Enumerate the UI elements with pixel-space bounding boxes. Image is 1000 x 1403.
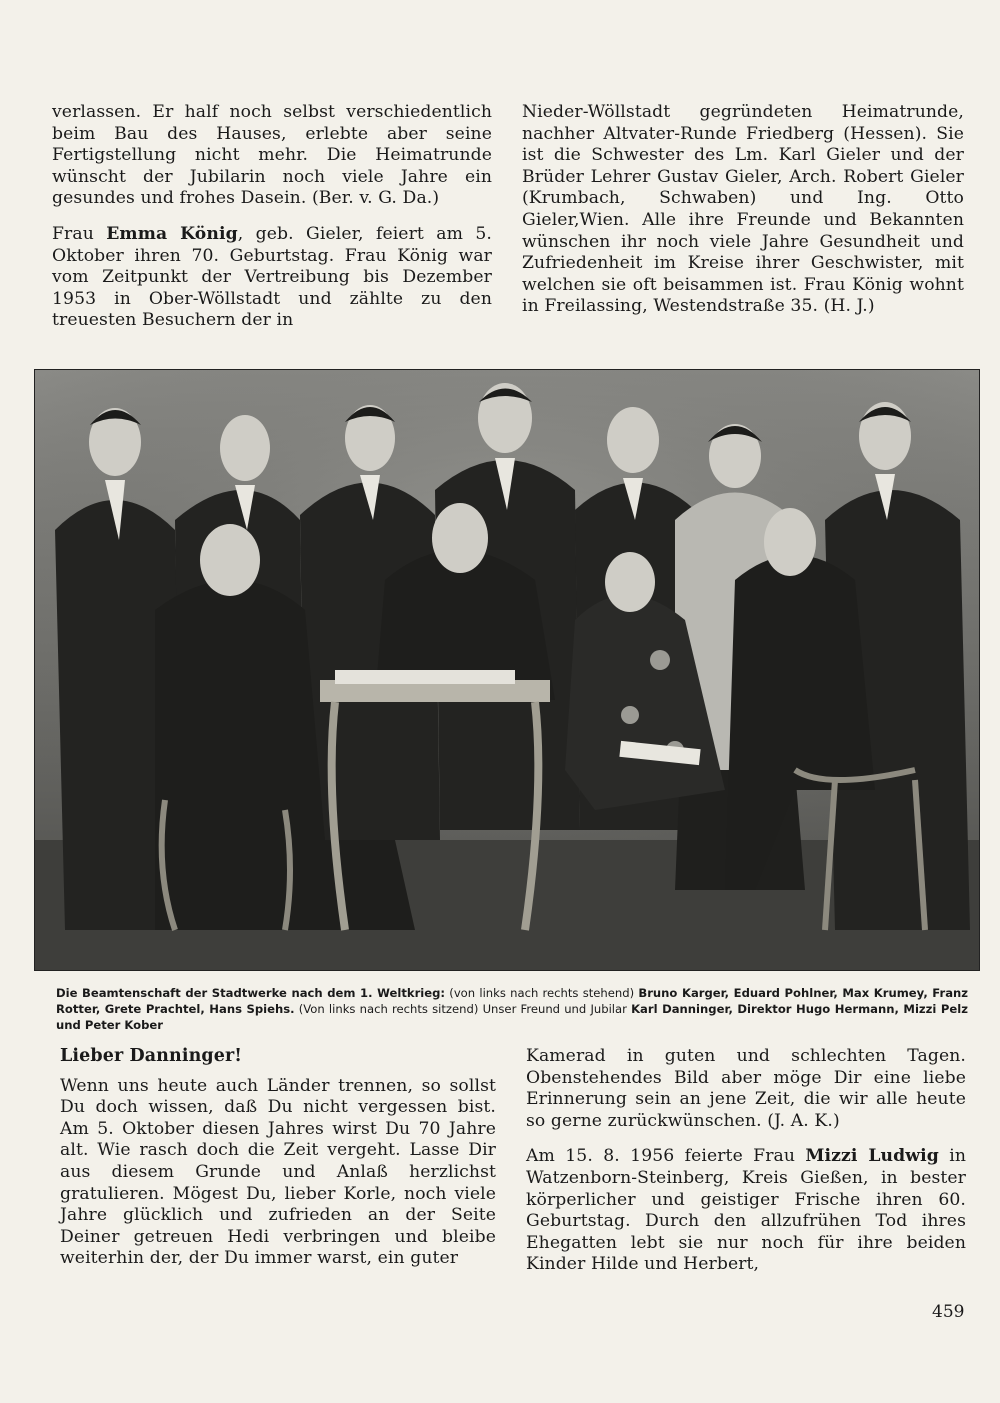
paragraph-jubilarin: verlassen. Er half noch selbst verschiedentlich beim Bau des Hauses, erlebte aber seine Fertigstellung nicht mehr. Die Heimatrunde wünscht der Jubilarin noch viele Jahre ein gesundes und frohes Dasein. (Ber. v. G. Da.) [52,102,492,209]
paragraph-mizzi-ludwig [526,1146,966,1276]
caption-sitting-intro: Unser Freund und Jubilar [482,1002,627,1016]
text-run: in Watzenborn-Steinberg, Kreis Gießen, in bester körperlicher und geistiger Frische ihren 60. Geburtstag. Durch den allzufrühen Tod ihres Ehegatten lebt sie nur noch für ihre beiden Kinder Hilde und Herbert, [526,1146,966,1275]
group-photograph [34,369,980,971]
caption-standing-names: Bruno Karger, Eduard Pohlner, Max Krumey, Franz Rotter, Grete Prachtel, Hans Spiehs. [56,986,969,1016]
text-run: Frau [52,223,107,244]
paragraph-letter: Wenn uns heute auch Länder trennen, so sollst Du doch wissen, daß Du nicht vergessen bist. Am 5. Oktober diesen Jahres wirst Du 70 Jahre alt. Wie rasch doch die Zeit vergeht. Lasse Dir aus diesem Grunde und Anlaß herzlichst gratulieren. Mögest Du, lieber Korle, noch viele Jahre glücklich und zufrieden an der Seite Deiner getreuen Hedi verbringen und bleibe weiterhin der, der Du immer warst, ein guter [60,1075,496,1269]
text-run: Am 15. 8. 1956 feierte Frau [526,1146,806,1167]
caption-lead: Die Beamtenschaft der Stadtwerke nach dem 1. Weltkrieg: [56,986,446,1000]
letter-heading: Lieber Danninger! [60,1046,243,1066]
text-column-top-left [52,102,492,332]
paragraph-letter-cont: Kamerad in guten und schlechten Tagen. Obenstehendes Bild aber möge Dir eine liebe Erinnerung sein an jene Zeit, die wir alle heute so gerne zurückwünschen. (J. A. K.) [526,1046,966,1131]
paragraph-emma-koenig [52,224,492,332]
text-column-top-right [522,102,964,318]
page-number: 459 [932,1302,965,1322]
text-column-bottom-left [60,1046,496,1270]
photo-caption [56,985,968,1033]
text-run: , geb. Gieler, feiert am 5. Oktober ihren 70. Geburtstag. Frau König war vom Zeitpunkt der Vertreibung bis Dezember 1953 in Ober-Wöllstadt und zählte zu den treuesten Besuchern der in [52,223,492,331]
paragraph-emma-koenig-cont: Nieder-Wöllstadt gegründeten Heimatrunde, nachher Altvater-Runde Friedberg (Hessen). Sie ist die Schwester des Lm. Karl Gieler und der Brüder Lehrer Gustav Gieler, Arch. Robert Gieler (Krumbach, Schwaben) und Ing. Otto Gieler,Wien. Alle ihre Freunde und Bekannten wünschen ihr noch viele Jahre Gesundheit und Zufriedenheit im Kreise ihrer Geschwister, mit welchen sie oft beisammen ist. Frau König wohnt in Freilassing, Westendstraße 35. (H. J.) [522,102,964,317]
caption-sitting-note: (Von links nach rechts sitzend) [298,1002,479,1016]
caption-standing-note: (von links nach rechts stehend) [449,986,635,1000]
person-name-emma-koenig: Emma König [106,223,238,244]
caption-sitting-names: Karl Danninger, Direktor Hugo Hermann, Mizzi Pelz und Peter Kober [56,1002,969,1032]
text-column-bottom-right [526,1046,966,1276]
person-name-mizzi-ludwig: Mizzi Ludwig [805,1146,939,1167]
